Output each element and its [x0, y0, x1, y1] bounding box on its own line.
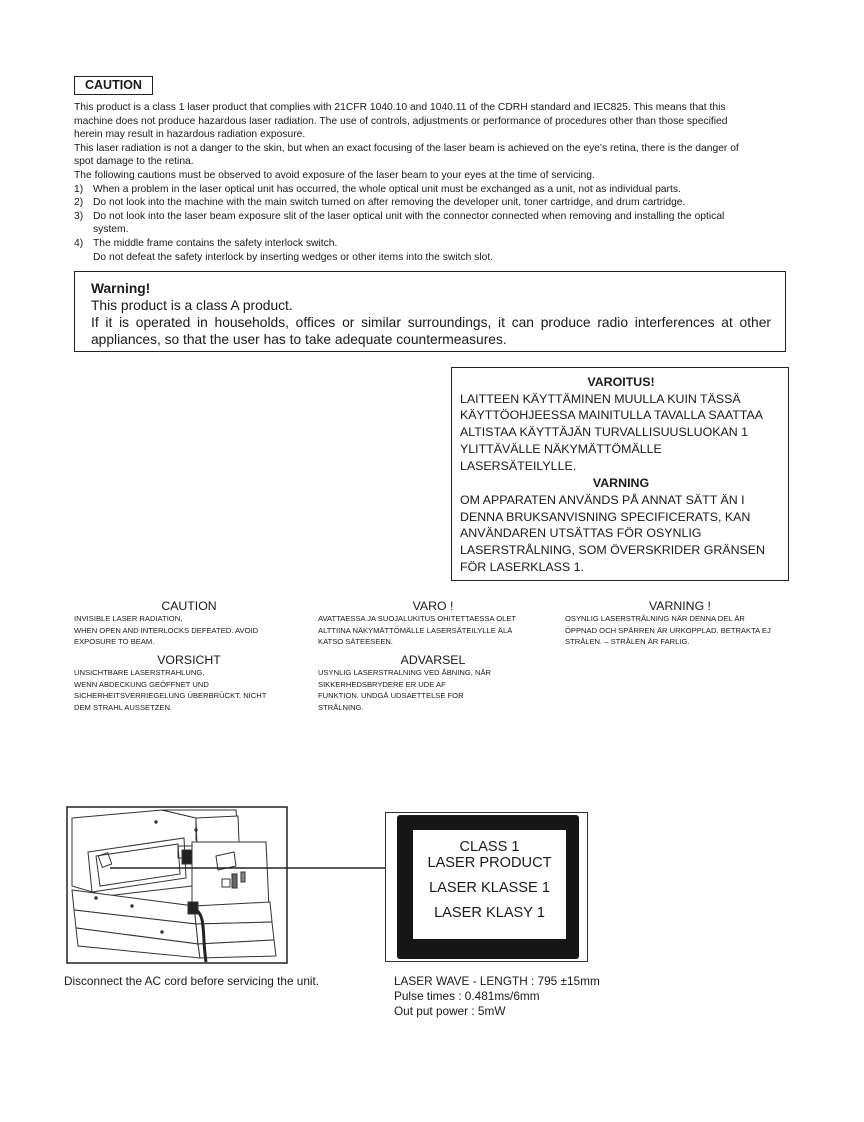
item-text: Do not defeat the safety interlock by inserting wedges or other items into the switch slot. — [93, 251, 494, 263]
caution-item-1 — [74, 183, 786, 197]
caution-item-4 — [74, 237, 786, 264]
varning-line: ANVÄNDAREN UTSÄTTAS FÖR OSYNLIG — [460, 526, 702, 541]
varning-title: VARNING — [592, 476, 650, 491]
varoitus-line: ALTISTAA KÄYTTÄJÄN TURVALLISUUSLUOKAN 1 — [460, 425, 749, 440]
varoitus-line: KÄYTTÖOHJEESSA MAINITULLA TAVALLA SAATTAA — [460, 408, 763, 423]
item-number: 1) — [74, 183, 84, 195]
varning-line: OM APPARATEN ANVÄNDS PÅ ANNAT SÄTT ÄN I — [460, 492, 745, 507]
spec-pulse: Pulse times : 0.481ms/6mm — [394, 989, 540, 1003]
item-text: Do not look into the laser beam exposure slit of the laser optical unit with the connector connected when removing and installing the optical — [93, 210, 725, 222]
label-line: STRÅLEN. – STRÅLEN ÄR FARLIG. — [565, 637, 690, 646]
label-class: CLASS 1 — [459, 839, 520, 855]
caution-item-3 — [74, 210, 786, 237]
varning-line: FÖR LASERKLASS 1. — [460, 559, 584, 574]
item-number: 2) — [74, 197, 84, 209]
label-advarsel — [318, 653, 548, 713]
item-text: Do not look into the machine with the main switch turned on after removing the developer unit, toner cartridge, and drum cartridge. — [93, 197, 686, 209]
machine-illustration — [66, 806, 288, 964]
varoitus-line: LASERSÄTEILYLLE. — [460, 458, 577, 473]
label-varo — [318, 599, 548, 648]
caution-line: machine does not produce hazardous laser radiation. The use of controls, adjustments or performance of procedures other than those specified — [74, 115, 728, 127]
label-title: VARNING ! — [649, 599, 711, 613]
spec-power: Out put power : 5mW — [394, 1004, 506, 1018]
label-klasse: LASER KLASSE 1 — [429, 880, 550, 896]
label-line: AVATTAESSA JA SUOJALUKITUS OHITETTAESSA OLET — [318, 614, 517, 623]
connector-line — [110, 862, 390, 878]
label-line: USYNLIG LASERSTRALNING VED ÅBNING, NÅR — [318, 668, 492, 677]
label-line: WENN ABDECKUNG GEÖFFNET UND — [74, 679, 209, 689]
item-number: 4) — [74, 237, 84, 249]
caution-line: herein may result in hazardous radiation exposure. — [74, 129, 306, 141]
label-varning — [565, 599, 795, 648]
laser-label — [413, 830, 566, 939]
label-vorsicht — [74, 653, 304, 713]
caution-line: spot damage to the retina. — [74, 156, 194, 168]
label-title: VORSICHT — [157, 653, 221, 667]
label-line: SIKKERHEDSBRYDERE ER UDE AF — [318, 679, 446, 689]
varoitus-line: LAITTEEN KÄYTTÄMINEN MUULLA KUIN TÄSSÄ — [460, 391, 741, 406]
item-text: When a problem in the laser optical unit has occurred, the whole optical unit must be exchanged as a unit, not as individual parts. — [93, 183, 681, 195]
label-line: FUNKTION. UNDGÅ UDSAETTELSE FOR — [318, 691, 464, 700]
warning-line: appliances, so that the user has to take adequate countermeasures. — [91, 332, 507, 347]
label-line: DEM STRAHL AUSSETZEN. — [74, 702, 173, 712]
label-line: STRÅLNING. — [318, 702, 364, 712]
label-line: ALTTIINA NÄKYMÄTTÖMÄLLE LASERSÄTEILYLLE ÄLÄ — [318, 625, 513, 635]
item-number: 3) — [74, 210, 84, 222]
varoitus-title: VAROITUS! — [587, 375, 655, 389]
figure-caption: Disconnect the AC cord before servicing the unit. — [64, 974, 320, 988]
caution-heading: CAUTION — [74, 76, 153, 95]
label-line: SICHERHEITSVERRIEGELUNG ÜBERBRÜCKT. NICHT — [74, 691, 267, 700]
warning-box — [74, 271, 786, 352]
label-line: WHEN OPEN AND INTERLOCKS DEFEATED. AVOID — [74, 625, 259, 635]
varning-line: DENNA BRUKSANVISNING SPECIFICERATS, KAN — [460, 509, 751, 524]
label-product: LASER PRODUCT — [427, 855, 552, 871]
varoitus-line: YLITTÄVÄLLE NÄKYMÄTTÖMÄLLE — [460, 441, 662, 456]
varning-line: LASERSTRÅLNING, SOM ÖVERSKRIDER GRÄNSEN — [460, 543, 766, 558]
item-text: The middle frame contains the safety interlock switch. — [93, 237, 338, 249]
caution-item-2 — [74, 196, 786, 210]
label-line: OSYNLIG LASERSTRÅLNING NÄR DENNA DEL ÄR — [565, 614, 745, 623]
label-title: VARO ! — [412, 599, 454, 613]
label-caution — [74, 599, 304, 648]
laser-specs — [394, 974, 600, 1019]
warning-line: This product is a class A product. — [91, 298, 293, 313]
caution-text — [74, 101, 786, 264]
label-title: CAUTION — [161, 599, 217, 613]
label-klasy: LASER KLASY 1 — [434, 905, 545, 921]
label-line: INVISIBLE LASER RADIATION, — [74, 614, 183, 623]
item-text: system. — [93, 224, 129, 236]
caution-line: This product is a class 1 laser product that complies with 21CFR 1040.10 and 1040.11 of the CDRH standard and IEC825. This means that this — [74, 102, 726, 113]
label-line: EXPOSURE TO BEAM. — [74, 637, 155, 646]
warning-line: If it is operated in households, offices or similar surroundings, it can produce radio interferences at other — [91, 315, 771, 330]
label-line: KATSO SÄTEESEEN. — [318, 637, 393, 646]
caution-line: This laser radiation is not a danger to the skin, but when an exact focusing of the laser beam is achieved on the eye's retina, there is the danger of — [74, 142, 739, 154]
nordic-warning-box — [451, 367, 789, 581]
spec-wavelength: LASER WAVE - LENGTH : 795 ±15mm — [394, 974, 600, 988]
warning-title: Warning! — [91, 281, 151, 296]
label-line: ÖPPNAD OCH SPÄRREN ÄR URKOPPLAD. BETRAKTA EJ — [565, 625, 771, 635]
caution-line: The following cautions must be observed to avoid exposure of the laser beam to your eyes at the time of servicing. — [74, 169, 595, 181]
label-title: ADVARSEL — [400, 653, 466, 667]
label-line: UNSICHTBARE LASERSTRAHLUNG, — [74, 668, 205, 677]
